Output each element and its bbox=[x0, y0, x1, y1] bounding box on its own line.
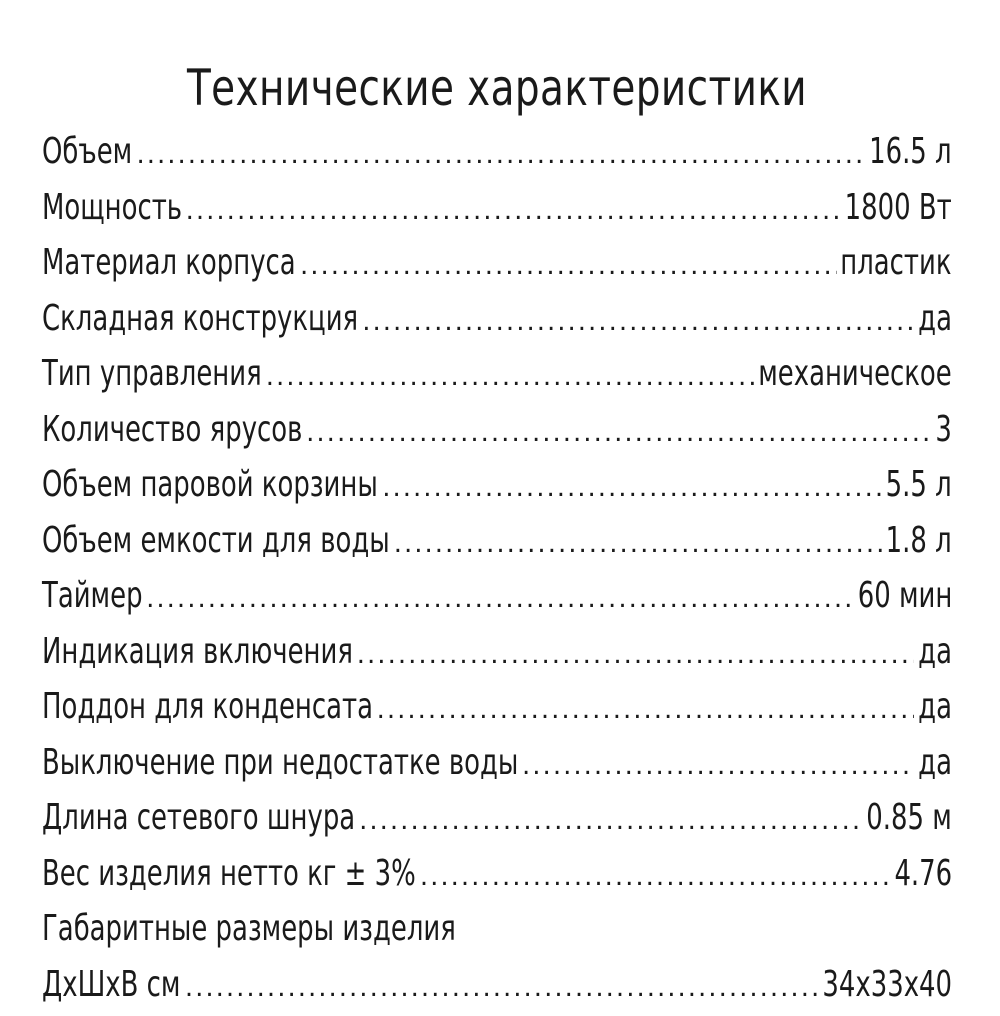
spec-label: Вес изделия нетто кг ± 3% bbox=[42, 846, 416, 902]
spec-value: да bbox=[918, 679, 952, 735]
dot-leader bbox=[420, 850, 890, 906]
spec-value: 0.85 м bbox=[866, 790, 952, 846]
dot-leader bbox=[394, 517, 883, 573]
spec-value: 4.76 bbox=[894, 846, 952, 902]
dot-leader bbox=[382, 461, 882, 517]
spec-label: Количество ярусов bbox=[42, 402, 302, 458]
spec-row-net-weight bbox=[42, 846, 952, 902]
dot-leader bbox=[300, 239, 837, 295]
dot-leader bbox=[357, 628, 914, 684]
spec-row-water-tank bbox=[42, 513, 952, 569]
spec-value: 5.5 л bbox=[886, 457, 952, 513]
spec-label: Мощность bbox=[42, 180, 182, 236]
spec-list bbox=[42, 124, 952, 1012]
spec-value: 3 bbox=[936, 402, 952, 458]
spec-label: Объем емкости для воды bbox=[42, 513, 390, 569]
spec-label: Выключение при недостатке воды bbox=[42, 735, 518, 791]
spec-sheet bbox=[42, 52, 952, 1012]
spec-row-timer bbox=[42, 568, 952, 624]
spec-row-body-material bbox=[42, 235, 952, 291]
spec-label: ДхШхВ см bbox=[42, 957, 180, 1013]
spec-label: Индикация включения bbox=[42, 624, 353, 680]
dot-leader bbox=[306, 406, 931, 462]
spec-row-cord-length bbox=[42, 790, 952, 846]
spec-row-drip-tray bbox=[42, 679, 952, 735]
spec-value: пластик bbox=[841, 235, 952, 291]
spec-label: Таймер bbox=[42, 568, 143, 624]
spec-value: 1800 Вт bbox=[845, 180, 952, 236]
dot-leader bbox=[362, 295, 914, 351]
spec-label: Габаритные размеры изделия bbox=[42, 901, 456, 957]
spec-row-dimensions bbox=[42, 957, 952, 1013]
page-title: Технические характеристики bbox=[142, 52, 852, 124]
spec-value: 16.5 л bbox=[869, 124, 952, 180]
spec-row-power-indicator bbox=[42, 624, 952, 680]
spec-value: да bbox=[918, 735, 952, 791]
spec-row-dimensions-heading bbox=[42, 901, 952, 957]
spec-row-steam-basket bbox=[42, 457, 952, 513]
spec-row-foldable bbox=[42, 291, 952, 347]
spec-label: Длина сетевого шнура bbox=[42, 790, 355, 846]
spec-value: да bbox=[918, 624, 952, 680]
spec-row-low-water-shutoff bbox=[42, 735, 952, 791]
spec-label: Объем bbox=[42, 124, 132, 180]
spec-label: Тип управления bbox=[42, 346, 262, 402]
spec-value: 1.8 л bbox=[886, 513, 952, 569]
dot-leader bbox=[377, 683, 915, 739]
dot-leader bbox=[522, 739, 914, 795]
spec-label: Объем паровой корзины bbox=[42, 457, 378, 513]
spec-row-power bbox=[42, 180, 952, 236]
spec-value: 34x33x40 bbox=[822, 957, 952, 1013]
spec-row-volume bbox=[42, 124, 952, 180]
spec-row-control-type bbox=[42, 346, 952, 402]
spec-label: Складная конструкция bbox=[42, 291, 358, 347]
dot-leader bbox=[136, 128, 865, 184]
spec-value: да bbox=[918, 291, 952, 347]
dot-leader bbox=[266, 350, 755, 406]
dot-leader bbox=[359, 794, 863, 850]
dot-leader bbox=[186, 184, 842, 240]
spec-row-tiers bbox=[42, 402, 952, 458]
dot-leader bbox=[185, 961, 819, 1016]
spec-label: Материал корпуса bbox=[42, 235, 296, 291]
dot-leader bbox=[146, 572, 853, 628]
spec-value: механическое bbox=[759, 346, 952, 402]
spec-label: Поддон для конденсата bbox=[42, 679, 373, 735]
spec-value: 60 мин bbox=[857, 568, 952, 624]
